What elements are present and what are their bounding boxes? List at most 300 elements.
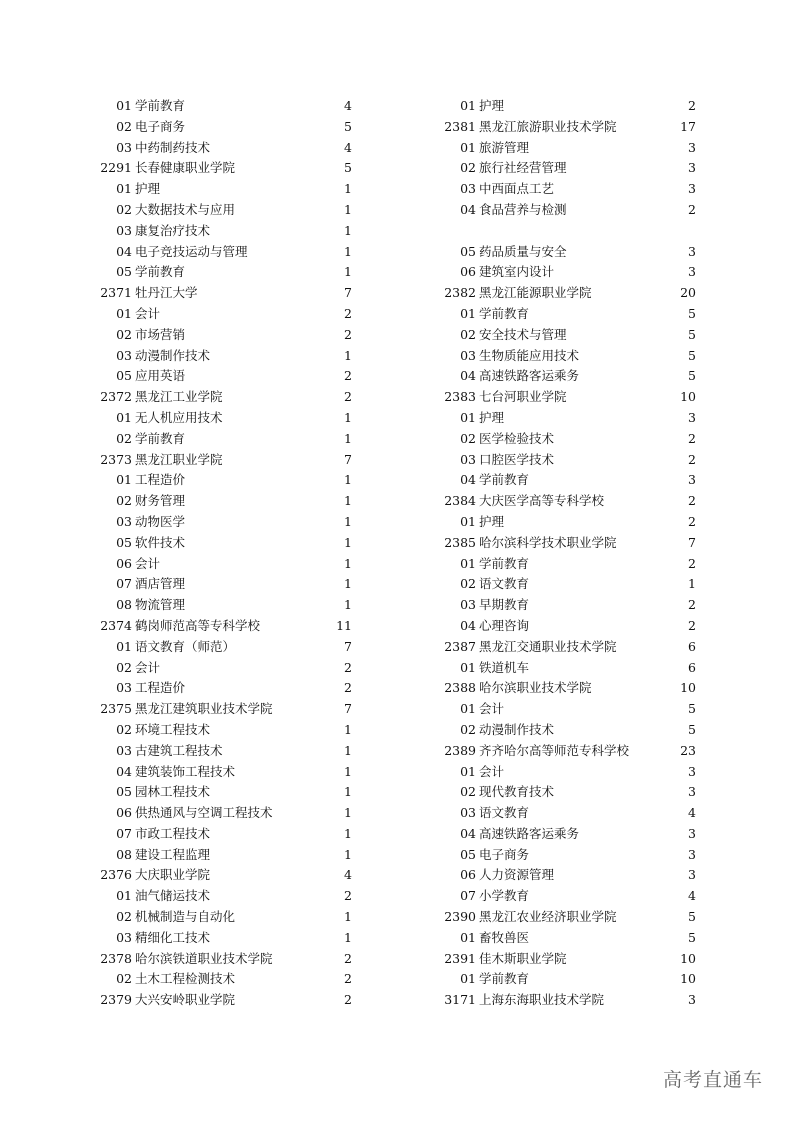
major-code: 05 [116, 264, 132, 280]
school-name: 大兴安岭职业学院 [135, 992, 236, 1008]
plan-count: 2 [344, 326, 352, 342]
major-row [96, 366, 352, 387]
school-row [440, 949, 696, 970]
major-name: 会计 [135, 659, 161, 675]
major-code: 01 [460, 929, 476, 945]
major-code: 01 [116, 181, 132, 197]
major-name: 建筑室内设计 [479, 264, 555, 280]
school-name: 哈尔滨铁道职业技术学院 [135, 950, 273, 966]
major-name: 物流管理 [135, 597, 186, 613]
major-row [440, 554, 696, 575]
plan-count: 23 [680, 742, 696, 758]
plan-count: 5 [688, 909, 696, 925]
major-code: 03 [116, 929, 132, 945]
major-code: 01 [116, 888, 132, 904]
major-name: 动漫制作技术 [479, 721, 555, 737]
major-row [96, 678, 352, 699]
school-name: 大庆职业学院 [135, 867, 211, 883]
major-name: 动漫制作技术 [135, 347, 211, 363]
major-code: 03 [116, 347, 132, 363]
major-row [440, 845, 696, 866]
plan-count: 5 [688, 305, 696, 321]
major-code: 01 [460, 139, 476, 155]
major-name: 供热通风与空调工程技术 [135, 805, 273, 821]
school-row [440, 283, 696, 304]
major-row [440, 96, 696, 117]
major-code: 02 [460, 576, 476, 592]
major-code: 02 [116, 971, 132, 987]
major-name: 油气储运技术 [135, 888, 211, 904]
major-code: 01 [460, 409, 476, 425]
plan-count: 1 [344, 576, 352, 592]
major-name: 畜牧兽医 [479, 929, 530, 945]
major-row [96, 554, 352, 575]
school-row [440, 990, 696, 1011]
major-code: 06 [116, 555, 132, 571]
major-row [440, 138, 696, 159]
plan-count: 3 [688, 409, 696, 425]
major-row [440, 886, 696, 907]
school-row [96, 387, 352, 408]
major-row [440, 782, 696, 803]
major-row [96, 429, 352, 450]
plan-count: 5 [688, 701, 696, 717]
major-name: 高速铁路客运乘务 [479, 825, 580, 841]
plan-count: 5 [688, 929, 696, 945]
major-code: 01 [116, 638, 132, 654]
major-code: 07 [460, 888, 476, 904]
major-name: 大数据技术与应用 [135, 201, 236, 217]
major-code: 03 [116, 139, 132, 155]
plan-count: 5 [688, 326, 696, 342]
plan-count: 4 [344, 139, 352, 155]
school-code: 2375 [100, 701, 132, 717]
school-code: 2387 [444, 638, 476, 654]
major-name: 旅行社经营管理 [479, 160, 567, 176]
major-name: 软件技术 [135, 534, 186, 550]
major-code: 01 [116, 472, 132, 488]
major-code: 01 [116, 305, 132, 321]
major-name: 中西面点工艺 [479, 181, 555, 197]
plan-count: 1 [344, 472, 352, 488]
plan-count: 1 [344, 597, 352, 613]
major-name: 现代教育技术 [479, 784, 555, 800]
major-row [440, 595, 696, 616]
major-row [96, 886, 352, 907]
major-name: 古建筑工程技术 [135, 742, 223, 758]
plan-count: 3 [688, 181, 696, 197]
major-code: 08 [116, 597, 132, 613]
major-code: 02 [460, 784, 476, 800]
school-code: 2374 [100, 617, 132, 633]
major-name: 工程造价 [135, 680, 186, 696]
plan-count: 6 [688, 659, 696, 675]
major-name: 会计 [479, 763, 505, 779]
plan-count: 5 [688, 347, 696, 363]
major-code: 03 [116, 222, 132, 238]
major-row [440, 366, 696, 387]
major-row [440, 408, 696, 429]
major-name: 建筑装饰工程技术 [135, 763, 236, 779]
major-name: 语文教育（师范） [135, 638, 236, 654]
plan-count: 3 [688, 243, 696, 259]
major-name: 会计 [479, 701, 505, 717]
major-row [440, 158, 696, 179]
major-code: 02 [460, 721, 476, 737]
plan-count: 3 [688, 472, 696, 488]
major-row [96, 346, 352, 367]
school-name: 黑龙江建筑职业技术学院 [135, 701, 273, 717]
major-name: 会计 [135, 305, 161, 321]
school-code: 2391 [444, 950, 476, 966]
major-name: 精细化工技术 [135, 929, 211, 945]
major-code: 05 [116, 368, 132, 384]
major-name: 铁道机车 [479, 659, 530, 675]
major-name: 食品营养与检测 [479, 201, 567, 217]
major-row [96, 658, 352, 679]
school-name: 黑龙江交通职业技术学院 [479, 638, 617, 654]
plan-count: 5 [344, 118, 352, 134]
school-name: 齐齐哈尔高等师范专科学校 [479, 742, 630, 758]
major-name: 药品质量与安全 [479, 243, 567, 259]
major-row [96, 470, 352, 491]
plan-count: 1 [344, 784, 352, 800]
plan-count: 3 [688, 992, 696, 1008]
major-code: 02 [116, 118, 132, 134]
school-name: 黑龙江能源职业学院 [479, 285, 592, 301]
school-name: 黑龙江工业学院 [135, 389, 223, 405]
school-name: 牡丹江大学 [135, 285, 198, 301]
major-row [440, 969, 696, 990]
school-name: 哈尔滨科学技术职业学院 [479, 534, 617, 550]
major-name: 会计 [135, 555, 161, 571]
watermark: 高考直通车 [662, 1069, 763, 1091]
school-row [96, 283, 352, 304]
major-row [96, 782, 352, 803]
plan-count: 2 [344, 992, 352, 1008]
major-row [96, 512, 352, 533]
major-name: 心理咨询 [479, 617, 530, 633]
plan-count: 1 [344, 243, 352, 259]
major-row [96, 637, 352, 658]
major-row [440, 512, 696, 533]
plan-count: 3 [688, 825, 696, 841]
plan-count: 2 [344, 305, 352, 321]
plan-count: 2 [688, 597, 696, 613]
major-row [440, 200, 696, 221]
plan-count: 2 [344, 659, 352, 675]
school-code: 2373 [100, 451, 132, 467]
school-code: 2384 [444, 493, 476, 509]
plan-count: 10 [680, 950, 696, 966]
plan-count: 1 [344, 846, 352, 862]
major-row [440, 699, 696, 720]
major-row [96, 262, 352, 283]
school-row [96, 699, 352, 720]
plan-count: 1 [344, 534, 352, 550]
major-code: 04 [460, 472, 476, 488]
major-name: 护理 [479, 513, 505, 529]
major-row [440, 803, 696, 824]
major-row [440, 179, 696, 200]
school-row [440, 678, 696, 699]
major-name: 护理 [135, 181, 161, 197]
major-code: 02 [116, 721, 132, 737]
plan-count: 2 [688, 98, 696, 113]
school-code: 2388 [444, 680, 476, 696]
major-code: 08 [116, 846, 132, 862]
major-row [440, 720, 696, 741]
major-code: 02 [460, 326, 476, 342]
major-name: 中药制药技术 [135, 139, 211, 155]
major-code: 03 [116, 513, 132, 529]
major-name: 护理 [479, 98, 505, 113]
plan-count: 1 [344, 430, 352, 446]
major-row [440, 824, 696, 845]
major-code: 04 [116, 243, 132, 259]
major-name: 电子竞技运动与管理 [135, 243, 248, 259]
school-row [96, 990, 352, 1011]
plan-count: 3 [688, 784, 696, 800]
major-name: 高速铁路客运乘务 [479, 368, 580, 384]
major-row [440, 429, 696, 450]
major-name: 语文教育 [479, 576, 530, 592]
major-row [96, 762, 352, 783]
major-row [440, 346, 696, 367]
major-name: 无人机应用技术 [135, 409, 223, 425]
major-row [96, 408, 352, 429]
major-name: 机械制造与自动化 [135, 909, 236, 925]
major-name: 电子商务 [135, 118, 186, 134]
school-code: 2381 [444, 118, 476, 134]
major-row [96, 179, 352, 200]
school-code: 2371 [100, 285, 132, 301]
plan-count: 4 [344, 867, 352, 883]
plan-count: 17 [680, 118, 696, 134]
major-name: 园林工程技术 [135, 784, 211, 800]
plan-count: 2 [688, 493, 696, 509]
school-code: 2385 [444, 534, 476, 550]
major-name: 电子商务 [479, 846, 530, 862]
major-row [440, 616, 696, 637]
major-row [96, 304, 352, 325]
plan-count: 5 [344, 160, 352, 176]
major-name: 语文教育 [479, 805, 530, 821]
major-name: 土木工程检测技术 [135, 971, 236, 987]
major-row [96, 845, 352, 866]
plan-count: 1 [344, 805, 352, 821]
major-name: 市场营销 [135, 326, 186, 342]
plan-count: 2 [344, 389, 352, 405]
school-row [440, 907, 696, 928]
major-row [96, 928, 352, 949]
major-row [440, 928, 696, 949]
major-row [96, 969, 352, 990]
school-row [440, 491, 696, 512]
school-name: 鹤岗师范高等专科学校 [135, 617, 261, 633]
plan-count: 1 [688, 576, 696, 592]
school-name: 哈尔滨职业技术学院 [479, 680, 592, 696]
major-name: 学前教育 [479, 472, 530, 488]
major-row [96, 491, 352, 512]
school-name: 黑龙江旅游职业技术学院 [479, 118, 617, 134]
major-row [96, 824, 352, 845]
plan-count: 2 [688, 617, 696, 633]
plan-count: 2 [344, 888, 352, 904]
school-code: 2378 [100, 950, 132, 966]
plan-count: 10 [680, 680, 696, 696]
plan-count: 1 [344, 409, 352, 425]
plan-count: 2 [344, 368, 352, 384]
major-name: 学前教育 [135, 430, 186, 446]
school-row [440, 117, 696, 138]
major-row [440, 304, 696, 325]
major-code: 01 [460, 98, 476, 113]
major-name: 财务管理 [135, 493, 186, 509]
plan-count: 7 [344, 701, 352, 717]
major-name: 工程造价 [135, 472, 186, 488]
plan-count: 1 [344, 493, 352, 509]
major-code: 04 [460, 825, 476, 841]
major-row [440, 470, 696, 491]
major-code: 01 [460, 513, 476, 529]
school-row [96, 949, 352, 970]
major-row [440, 574, 696, 595]
major-code: 05 [460, 243, 476, 259]
major-row [96, 242, 352, 263]
plan-count: 11 [336, 617, 352, 633]
major-code: 02 [116, 201, 132, 217]
school-name: 上海东海职业技术学院 [479, 992, 605, 1008]
plan-count: 4 [688, 888, 696, 904]
major-code: 04 [460, 368, 476, 384]
major-code: 06 [460, 264, 476, 280]
major-name: 安全技术与管理 [479, 326, 567, 342]
plan-count: 5 [688, 721, 696, 737]
major-code: 01 [460, 763, 476, 779]
major-name: 生物质能应用技术 [479, 347, 580, 363]
plan-count: 2 [688, 430, 696, 446]
plan-count: 1 [344, 347, 352, 363]
plan-count: 1 [344, 513, 352, 529]
plan-count: 1 [344, 763, 352, 779]
school-code: 3171 [444, 992, 476, 1008]
major-code: 05 [460, 846, 476, 862]
left-column [96, 96, 352, 1011]
plan-count: 7 [344, 285, 352, 301]
major-code: 03 [460, 597, 476, 613]
major-row [440, 658, 696, 679]
major-row [96, 803, 352, 824]
major-name: 口腔医学技术 [479, 451, 555, 467]
major-code: 05 [116, 784, 132, 800]
plan-count: 7 [688, 534, 696, 550]
plan-count: 10 [680, 971, 696, 987]
major-row [96, 595, 352, 616]
plan-count: 20 [680, 285, 696, 301]
major-code: 05 [116, 534, 132, 550]
plan-count: 2 [688, 451, 696, 467]
major-name: 早期教育 [479, 597, 530, 613]
plan-count: 2 [688, 555, 696, 571]
plan-count: 1 [344, 721, 352, 737]
plan-count: 1 [344, 909, 352, 925]
major-name: 旅游管理 [479, 139, 530, 155]
school-row [96, 450, 352, 471]
major-row [96, 200, 352, 221]
major-code: 03 [460, 805, 476, 821]
school-name: 长春健康职业学院 [135, 160, 236, 176]
major-code: 01 [460, 305, 476, 321]
school-name: 黑龙江职业学院 [135, 451, 223, 467]
school-code: 2376 [100, 867, 132, 883]
school-row [440, 533, 696, 554]
plan-count: 3 [688, 867, 696, 883]
major-code: 07 [116, 576, 132, 592]
major-name: 市政工程技术 [135, 825, 211, 841]
plan-count: 3 [688, 139, 696, 155]
major-row [96, 96, 352, 117]
major-code: 04 [460, 201, 476, 217]
major-row [96, 221, 352, 242]
school-code: 2291 [100, 160, 132, 176]
plan-count: 1 [344, 201, 352, 217]
school-row [440, 387, 696, 408]
school-name: 七台河职业学院 [479, 389, 567, 405]
major-name: 学前教育 [479, 971, 530, 987]
school-code: 2390 [444, 909, 476, 925]
major-code: 02 [116, 493, 132, 509]
major-code: 01 [460, 555, 476, 571]
school-code: 2389 [444, 742, 476, 758]
school-code: 2382 [444, 285, 476, 301]
major-code: 04 [460, 617, 476, 633]
major-code: 02 [460, 430, 476, 446]
major-name: 学前教育 [135, 264, 186, 280]
major-code: 02 [460, 160, 476, 176]
major-row [440, 221, 696, 263]
plan-count: 2 [344, 680, 352, 696]
major-name: 环境工程技术 [135, 721, 211, 737]
major-code: 01 [460, 659, 476, 675]
major-code: 04 [116, 763, 132, 779]
plan-count: 2 [688, 513, 696, 529]
major-row [96, 741, 352, 762]
major-row [440, 450, 696, 471]
major-code: 03 [116, 742, 132, 758]
plan-count: 1 [344, 929, 352, 945]
major-row [96, 325, 352, 346]
major-row [96, 574, 352, 595]
major-code: 01 [116, 98, 132, 113]
major-row [96, 533, 352, 554]
plan-count: 1 [344, 264, 352, 280]
major-code: 07 [116, 825, 132, 841]
school-code: 2383 [444, 389, 476, 405]
plan-count: 1 [344, 555, 352, 571]
plan-count: 4 [344, 98, 352, 113]
major-code: 01 [116, 409, 132, 425]
major-name: 学前教育 [479, 555, 530, 571]
plan-count: 7 [344, 451, 352, 467]
major-name: 人力资源管理 [479, 867, 555, 883]
major-code: 02 [116, 326, 132, 342]
major-name: 应用英语 [135, 368, 186, 384]
plan-count: 3 [688, 846, 696, 862]
major-name: 建设工程监理 [135, 846, 211, 862]
plan-count: 5 [688, 368, 696, 384]
major-row [440, 262, 696, 283]
